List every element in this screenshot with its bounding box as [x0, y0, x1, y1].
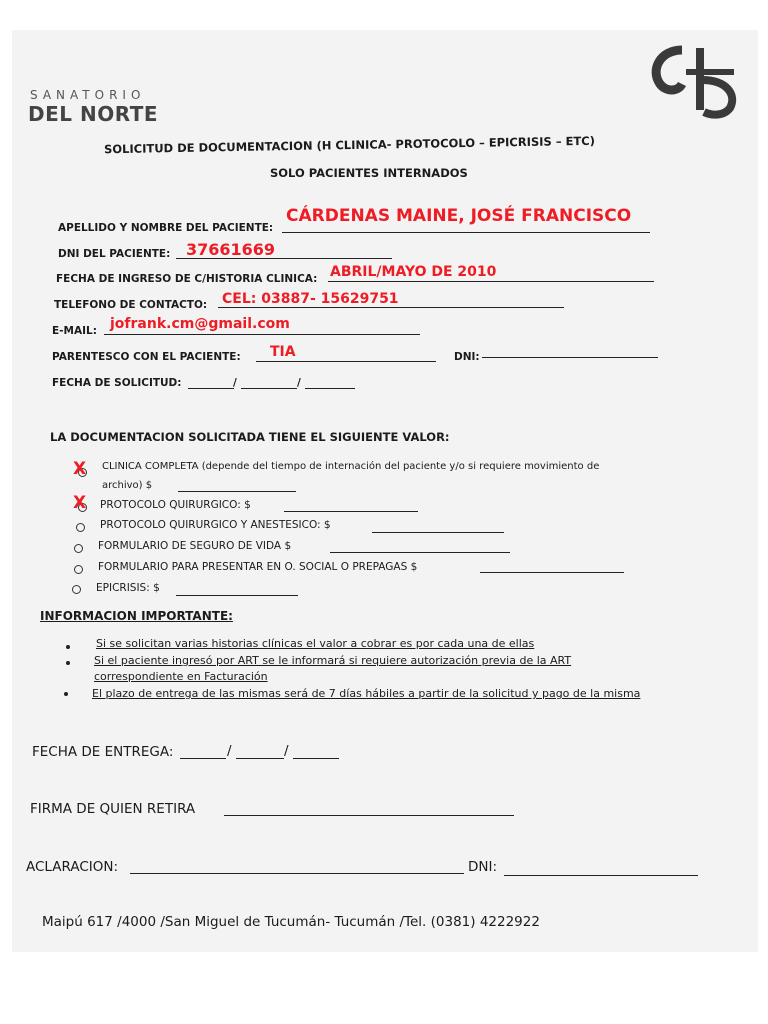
patient-name-line [282, 232, 650, 233]
option-6-label: EPICRISIS: $ [96, 582, 160, 594]
request-date-slash-2: / [297, 377, 301, 389]
info-item-3: El plazo de entrega de las mismas será de 7 días hábiles a partir de la solicitud y pago de la misma [92, 687, 641, 700]
clarification-dni-line [504, 875, 698, 876]
relative-dni-label: DNI: [454, 351, 480, 363]
patient-name-label: APELLIDO Y NOMBRE DEL PACIENTE: [58, 222, 274, 234]
option-5-amount-line [480, 572, 624, 573]
option-4-radio[interactable] [74, 544, 83, 553]
option-1-amount-line [178, 491, 296, 492]
options-heading: LA DOCUMENTACION SOLICITADA TIENE EL SIGUIENTE VALOR: [50, 430, 450, 444]
delivery-date-day-line [180, 758, 226, 759]
info-item-2: Si el paciente ingresó por ART se le informará si requiere autorización previa de la ART [94, 654, 572, 667]
signature-line [224, 815, 514, 816]
info-bullet-3 [64, 692, 68, 696]
delivery-date-month-line [236, 758, 284, 759]
relative-dni-line [482, 357, 658, 358]
document-title: SOLICITUD DE DOCUMENTACION (H CLINICA- PROTOCOLO – EPICRISIS – ETC) [103, 133, 596, 157]
email-value: jofrank.cm@gmail.com [110, 316, 290, 332]
request-date-year-line [305, 388, 355, 389]
option-1-label-cont: archivo) $ [102, 480, 153, 491]
info-item-2-cont: correspondiente en Facturación [94, 670, 268, 683]
sanatorio-logo-icon [642, 40, 742, 120]
relationship-line [256, 361, 436, 362]
option-2-amount-line [284, 511, 418, 512]
email-line [104, 334, 420, 335]
option-5-radio[interactable] [74, 565, 83, 574]
option-6-amount-line [176, 595, 298, 596]
option-3-radio[interactable] [76, 523, 85, 532]
option-1-check-mark: X [73, 459, 87, 479]
option-2-label: PROTOCOLO QUIRURGICO: $ [100, 499, 251, 511]
option-1-label: CLINICA COMPLETA (depende del tiempo de internación del paciente y/o si requiere movimiento de [102, 461, 600, 472]
admission-date-value: ABRIL/MAYO DE 2010 [330, 264, 497, 280]
logo-wordmark-top: SANATORIO [30, 88, 146, 102]
request-date-slash-1: / [233, 377, 237, 389]
request-date-day-line [188, 388, 234, 389]
clarification-line [130, 873, 464, 874]
delivery-date-label: FECHA DE ENTREGA: [32, 744, 174, 760]
delivery-date-slash-2: / [284, 743, 289, 759]
info-heading: INFORMACION IMPORTANTE: [40, 609, 233, 623]
option-3-amount-line [372, 532, 504, 533]
relationship-value: TIA [270, 344, 296, 360]
patient-name-value: CÁRDENAS MAINE, JOSÉ FRANCISCO [286, 206, 632, 226]
clarification-label: ACLARACION: [26, 859, 119, 875]
phone-label: TELEFONO DE CONTACTO: [54, 299, 208, 311]
option-4-amount-line [330, 552, 510, 553]
info-bullet-2 [66, 661, 70, 665]
admission-date-line [328, 281, 654, 282]
phone-line [218, 307, 564, 308]
admission-date-label: FECHA DE INGRESO DE C/HISTORIA CLINICA: [56, 273, 318, 285]
logo-wordmark-main: DEL NORTE [28, 102, 159, 126]
request-date-month-line [241, 388, 297, 389]
delivery-date-year-line [293, 758, 339, 759]
patient-dni-value: 37661669 [186, 240, 276, 259]
document-subtitle: SOLO PACIENTES INTERNADOS [270, 166, 468, 180]
option-3-label: PROTOCOLO QUIRURGICO Y ANESTESICO: $ [100, 519, 331, 531]
clarification-dni-label: DNI: [468, 859, 498, 875]
footer-address: Maipú 617 /4000 /San Miguel de Tucumán- Tucumán /Tel. (0381) 4222922 [42, 914, 540, 930]
info-item-1: Si se solicitan varias historias clínicas el valor a cobrar es por cada una de ellas [96, 637, 535, 650]
option-6-radio[interactable] [72, 585, 81, 594]
request-date-label: FECHA DE SOLICITUD: [52, 377, 182, 389]
phone-value: CEL: 03887- 15629751 [222, 291, 399, 307]
option-5-label: FORMULARIO PARA PRESENTAR EN O. SOCIAL O PREPAGAS $ [98, 561, 418, 573]
patient-dni-label: DNI DEL PACIENTE: [58, 248, 171, 260]
signature-label: FIRMA DE QUIEN RETIRA [30, 801, 196, 817]
relationship-label: PARENTESCO CON EL PACIENTE: [52, 351, 241, 363]
email-label: E-MAIL: [52, 325, 97, 337]
option-4-label: FORMULARIO DE SEGURO DE VIDA $ [98, 540, 292, 552]
info-bullet-1 [66, 645, 70, 649]
delivery-date-slash-1: / [227, 743, 232, 759]
option-2-check-mark: X [73, 493, 87, 513]
